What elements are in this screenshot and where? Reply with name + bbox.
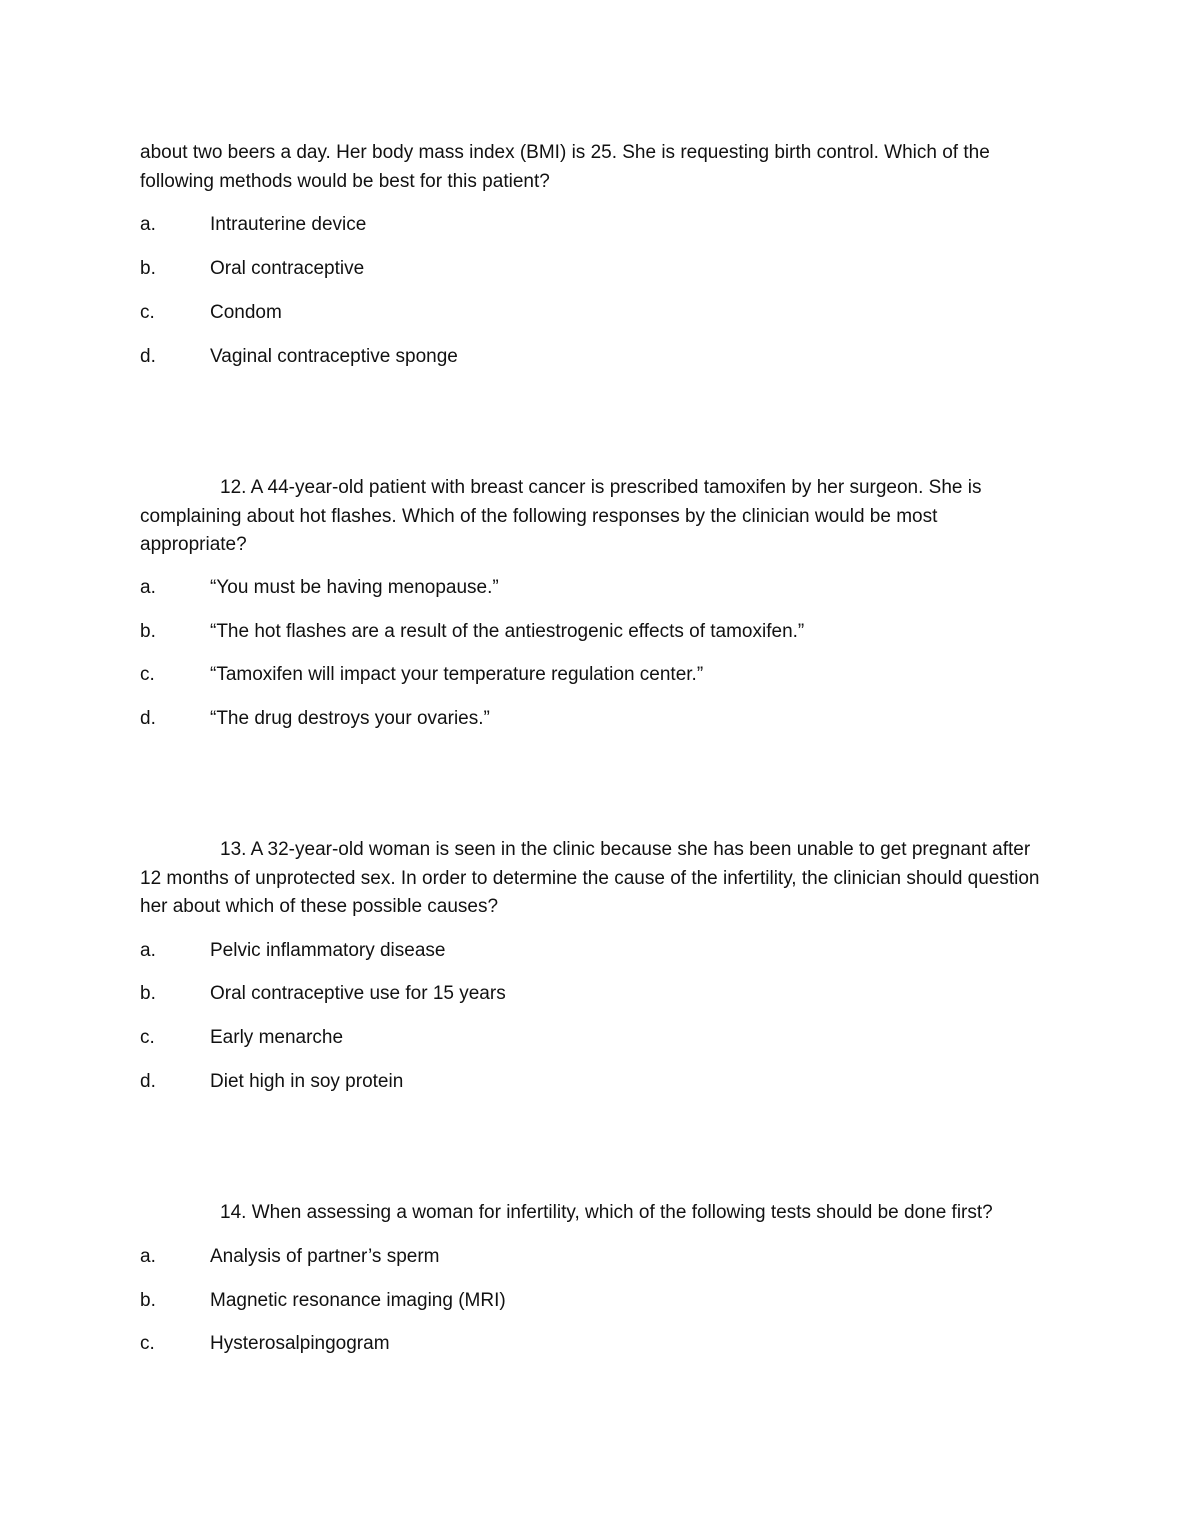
question-11 (140, 139, 1040, 196)
option-letter: b. (140, 258, 156, 279)
option-letter: a. (140, 1246, 156, 1267)
question-12-option-a (140, 574, 1040, 602)
option-letter: a. (140, 940, 156, 961)
option-text: Oral contraceptive use for 15 years (210, 983, 506, 1004)
option-letter: a. (140, 577, 156, 598)
question-12-option-b (140, 618, 1040, 646)
question-11-option-b (140, 255, 1040, 283)
question-11-option-a (140, 211, 1040, 239)
option-letter: d. (140, 346, 156, 367)
question-12-stem: 12. A 44-year-old patient with breast cancer is prescribed tamoxifen by her surgeon. She is complaining about hot flashes. Which of the following responses by the clinician would be most appropriate? (140, 477, 982, 555)
question-14-option-a (140, 1243, 1040, 1271)
option-text: Intrauterine device (210, 214, 367, 235)
option-letter: b. (140, 621, 156, 642)
question-11-option-d (140, 343, 1040, 371)
option-letter: c. (140, 1027, 155, 1048)
question-14-stem: 14. When assessing a woman for infertility, which of the following tests should be done first? (220, 1202, 993, 1223)
option-letter: b. (140, 1290, 156, 1311)
option-letter: c. (140, 1333, 155, 1354)
question-11-stem: about two beers a day. Her body mass index (BMI) is 25. She is requesting birth control. Which of the following methods would be best for this patient? (140, 142, 990, 192)
option-letter: d. (140, 708, 156, 729)
option-text: “You must be having menopause.” (210, 577, 499, 598)
question-12 (140, 474, 1040, 560)
question-13 (140, 836, 1040, 922)
option-text: Diet high in soy protein (210, 1071, 404, 1092)
option-text: Analysis of partner’s sperm (210, 1246, 440, 1267)
option-text: “Tamoxifen will impact your temperature regulation center.” (210, 664, 704, 685)
option-text: Condom (210, 302, 282, 323)
question-12-option-d (140, 705, 1040, 733)
option-letter: c. (140, 664, 155, 685)
question-11-option-c (140, 299, 1040, 327)
option-letter: b. (140, 983, 156, 1004)
question-13-option-c (140, 1024, 1040, 1052)
option-text: Vaginal contraceptive sponge (210, 346, 458, 367)
question-13-option-b (140, 980, 1040, 1008)
option-text: Early menarche (210, 1027, 344, 1048)
question-14-option-c (140, 1330, 1040, 1358)
question-14 (140, 1199, 1040, 1228)
question-13-option-d (140, 1068, 1040, 1096)
option-letter: c. (140, 302, 155, 323)
option-text: Magnetic resonance imaging (MRI) (210, 1290, 506, 1311)
option-text: Oral contraceptive (210, 258, 365, 279)
option-letter: d. (140, 1071, 156, 1092)
option-text: “The hot flashes are a result of the antiestrogenic effects of tamoxifen.” (210, 621, 805, 642)
option-text: “The drug destroys your ovaries.” (210, 708, 490, 729)
option-text: Pelvic inflammatory disease (210, 940, 446, 961)
question-13-stem: 13. A 32-year-old woman is seen in the clinic because she has been unable to get pregnant after 12 months of unprotected sex. In order to determine the cause of the infertility, the clinician should question her about which of these possible causes? (140, 839, 1040, 917)
question-14-option-b (140, 1287, 1040, 1315)
question-13-option-a (140, 937, 1040, 965)
option-letter: a. (140, 214, 156, 235)
option-text: Hysterosalpingogram (210, 1333, 390, 1354)
question-12-option-c (140, 661, 1040, 689)
